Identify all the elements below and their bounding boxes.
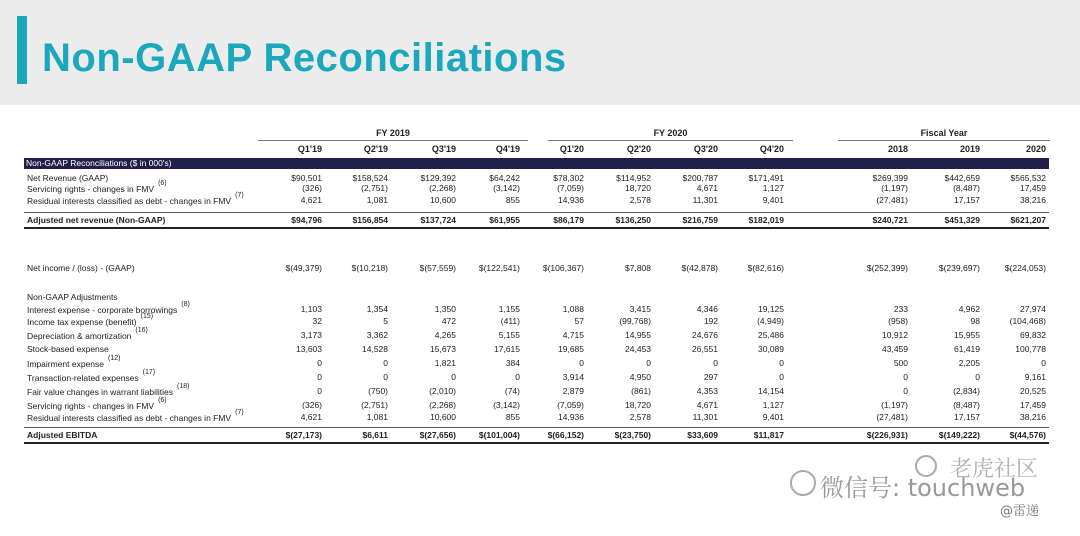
table-cell: 1,081	[366, 412, 388, 422]
row-label-text: Income tax expense (benefit)	[27, 316, 137, 327]
section-header-label: Non-GAAP Reconciliations ($ in 000's)	[26, 158, 172, 168]
table-cell: 5,155	[498, 330, 520, 340]
table-cell: 0	[451, 372, 456, 382]
group-header: FY 2019	[376, 128, 410, 138]
table-cell: 19,685	[558, 344, 584, 354]
table-cell: 4,671	[696, 400, 718, 410]
footnote-ref: (16)	[135, 327, 148, 334]
table-cell: 15,673	[430, 344, 456, 354]
table-cell: 1,127	[762, 183, 784, 193]
watermark-wechat-id: 微信号: touchweb	[820, 474, 1026, 502]
table-cell: $(224,053)	[1004, 263, 1046, 273]
table-cell: 0	[713, 358, 718, 368]
table-cell: 57	[574, 316, 584, 326]
rule-line	[24, 427, 1049, 428]
table-cell: 38,216	[1020, 195, 1046, 205]
table-cell: $171,491	[748, 173, 784, 183]
table-cell: 3,914	[562, 372, 584, 382]
table-cell: 17,459	[1020, 183, 1046, 193]
row-label	[27, 344, 109, 354]
footnote-ref: (12)	[108, 355, 121, 362]
footnote-ref: (6)	[158, 397, 167, 404]
table-cell: $(106,367)	[542, 263, 584, 273]
row-label-text: Adjusted EBITDA	[27, 430, 98, 440]
table-cell: 233	[893, 304, 908, 314]
table-cell: 17,157	[954, 412, 980, 422]
table-cell: $442,659	[944, 173, 980, 183]
table-cell: 0	[1041, 358, 1046, 368]
table-cell: 0	[317, 386, 322, 396]
row-label	[27, 192, 244, 206]
row-label-text: Interest expense - corporate borrowings	[27, 304, 178, 315]
table-cell: 30,089	[758, 344, 784, 354]
row-label	[27, 327, 148, 341]
table-cell: $86,179	[553, 215, 584, 225]
footnote-ref: (7)	[235, 192, 244, 199]
table-cell: $90,501	[291, 173, 322, 183]
table-cell: $33,609	[687, 430, 718, 440]
table-cell: 19,125	[758, 304, 784, 314]
table-cell: 20,525	[1020, 386, 1046, 396]
table-cell: 14,528	[362, 344, 388, 354]
table-cell: 4,621	[300, 195, 322, 205]
table-cell: $158,524	[352, 173, 388, 183]
footnote-ref: (8)	[181, 301, 190, 308]
table-cell: $200,787	[682, 173, 718, 183]
table-cell: $11,817	[753, 430, 784, 440]
table-cell: 38,216	[1020, 412, 1046, 422]
row-label-text: Servicing rights - changes in FMV	[27, 400, 155, 411]
row-label-text: Fair value changes in warrant liabilities	[27, 386, 173, 397]
column-header: Q1'20	[559, 144, 584, 154]
table-cell: 1,088	[562, 304, 584, 314]
table-cell: 24,676	[692, 330, 718, 340]
row-label-text: Transaction-related expenses	[27, 372, 139, 383]
table-cell: 18,720	[625, 400, 651, 410]
table-cell: 0	[383, 358, 388, 368]
table-cell: $(27,173)	[285, 430, 322, 440]
table-cell: 1,821	[434, 358, 456, 368]
row-label	[27, 355, 121, 369]
footnote-ref: (17)	[142, 369, 156, 376]
table-cell: 1,354	[366, 304, 388, 314]
table-cell: 100,778	[1015, 344, 1046, 354]
column-header: Q3'20	[693, 144, 718, 154]
table-cell: (4,949)	[757, 316, 784, 326]
table-cell: $114,952	[616, 173, 651, 183]
row-label	[27, 215, 165, 225]
table-cell: 297	[703, 372, 718, 382]
row-label	[27, 409, 244, 423]
row-label	[27, 263, 135, 273]
table-cell: 10,600	[430, 195, 456, 205]
table-cell: $(252,399)	[866, 263, 908, 273]
table-cell: 3,173	[300, 330, 322, 340]
footnote-ref: (7)	[235, 409, 244, 416]
table-cell: 500	[893, 358, 908, 368]
table-cell: 4,950	[629, 372, 651, 382]
watermark-brand: 老虎社区	[950, 457, 1039, 482]
table-cell: (99,768)	[619, 316, 651, 326]
table-cell: 2,879	[562, 386, 584, 396]
table-cell: 0	[579, 358, 584, 368]
table-cell: 11,301	[692, 195, 718, 205]
row-label-text: Residual interests classified as debt - changes in FMV	[27, 412, 232, 423]
table-cell: (27,481)	[876, 195, 908, 205]
table-cell: $(57,559)	[419, 263, 456, 273]
table-cell: (8,487)	[953, 400, 980, 410]
table-cell: $565,532	[1010, 173, 1046, 183]
row-label-text: Impairment expense	[27, 358, 105, 369]
wechat-icon	[790, 470, 816, 496]
column-header: 2019	[959, 144, 980, 154]
table-cell: 0	[779, 372, 784, 382]
table-cell: 4,962	[958, 304, 980, 314]
table-cell: $(101,004)	[478, 430, 520, 440]
footnote-ref: (18)	[177, 383, 190, 390]
table-cell: (958)	[888, 316, 908, 326]
table-cell: (1,197)	[881, 400, 908, 410]
table-cell: 69,832	[1020, 330, 1046, 340]
watermark-author: @雷递	[1000, 504, 1040, 519]
table-cell: $(226,931)	[866, 430, 908, 440]
column-header: Q2'19	[363, 144, 388, 154]
table-cell: (2,268)	[429, 400, 456, 410]
table-cell: 1,103	[300, 304, 322, 314]
table-cell: 24,453	[625, 344, 651, 354]
table-cell: 472	[441, 316, 456, 326]
table-cell: 0	[779, 358, 784, 368]
table-cell: 43,459	[882, 344, 908, 354]
table-cell: 4,621	[300, 412, 322, 422]
table-cell: 2,205	[958, 358, 980, 368]
title-accent-bar	[17, 16, 27, 84]
table-cell: $(23,750)	[614, 430, 651, 440]
row-label-text: Net Revenue (GAAP)	[27, 173, 109, 183]
table-cell: 3,415	[629, 304, 651, 314]
table-cell: 2,578	[629, 195, 651, 205]
table-cell: 0	[903, 386, 908, 396]
table-cell: (74)	[504, 386, 520, 396]
table-cell: 17,157	[954, 195, 980, 205]
group-underline	[548, 140, 793, 141]
row-label	[27, 313, 154, 327]
table-cell: $61,955	[489, 215, 520, 225]
row-label-text: Residual interests classified as debt - changes in FMV	[27, 195, 232, 206]
table-cell: 1,127	[762, 400, 784, 410]
section-header-bar	[24, 158, 1049, 169]
group-underline	[838, 140, 1050, 141]
table-cell: 27,974	[1020, 304, 1046, 314]
rule-line	[24, 442, 1049, 444]
row-label-text: Adjusted net revenue (Non-GAAP)	[27, 215, 166, 225]
table-cell: 98	[970, 316, 980, 326]
table-cell: 0	[383, 372, 388, 382]
table-cell: $(122,541)	[478, 263, 520, 273]
table-cell: 855	[505, 412, 520, 422]
table-cell: 13,603	[296, 344, 322, 354]
table-cell: 9,401	[762, 412, 784, 422]
table-cell: $621,207	[1010, 215, 1046, 225]
footnote-ref: (6)	[158, 180, 167, 187]
table-cell: (750)	[368, 386, 388, 396]
table-cell: (326)	[302, 183, 322, 193]
table-cell: (326)	[302, 400, 322, 410]
row-label-text: Non-GAAP Adjustments	[27, 292, 118, 302]
table-cell: 3,362	[366, 330, 388, 340]
table-cell: $129,392	[420, 173, 456, 183]
table-cell: 1,155	[498, 304, 520, 314]
row-label	[27, 383, 190, 397]
title-bar	[0, 0, 1080, 105]
rule-line	[24, 212, 1049, 213]
row-label-text: Depreciation & amortization	[27, 330, 132, 341]
column-header: Q3'19	[431, 144, 456, 154]
row-label-text: Servicing rights - changes in FMV	[27, 183, 155, 194]
table-cell: 1,350	[434, 304, 456, 314]
group-header: FY 2020	[653, 128, 688, 138]
table-cell: 4,353	[696, 386, 718, 396]
table-cell: $78,302	[553, 173, 584, 183]
rule-line	[24, 227, 1049, 229]
column-header: 2018	[887, 144, 908, 154]
table-cell: $(49,379)	[285, 263, 322, 273]
row-label-text: Net income / (loss) - (GAAP)	[27, 263, 135, 273]
table-cell: $(27,656)	[419, 430, 456, 440]
table-cell: 0	[646, 358, 651, 368]
group-underline	[258, 140, 528, 141]
table-cell: (2,268)	[429, 183, 456, 193]
table-cell: (861)	[631, 386, 651, 396]
table-cell: $182,019	[748, 215, 784, 225]
column-header: Q1'19	[297, 144, 322, 154]
table-cell: $(82,616)	[747, 263, 784, 273]
table-cell: (104,468)	[1009, 316, 1046, 326]
table-cell: $156,854	[352, 215, 388, 225]
table-cell: $216,759	[682, 215, 718, 225]
table-cell: 0	[317, 372, 322, 382]
table-cell: 15,955	[954, 330, 980, 340]
table-cell: $(44,576)	[1009, 430, 1046, 440]
table-cell: 0	[903, 372, 908, 382]
table-cell: 0	[317, 358, 322, 368]
table-cell: 32	[312, 316, 322, 326]
table-cell: $94,796	[291, 215, 322, 225]
column-header: 2020	[1025, 144, 1046, 154]
table-cell: 61,419	[954, 344, 980, 354]
table-cell: 11,301	[692, 412, 718, 422]
column-header: Q4'20	[759, 144, 784, 154]
table-cell: (2,834)	[953, 386, 980, 396]
table-cell: (1,197)	[881, 183, 908, 193]
table-cell: $(10,218)	[351, 263, 388, 273]
table-cell: $451,329	[944, 215, 980, 225]
table-cell: 855	[505, 195, 520, 205]
table-cell: 14,154	[758, 386, 784, 396]
table-cell: $64,242	[489, 173, 520, 183]
table-cell: 5	[383, 316, 388, 326]
table-cell: (7,059)	[557, 183, 584, 193]
table-cell: (8,487)	[953, 183, 980, 193]
table-cell: 9,161	[1024, 372, 1046, 382]
table-cell: 0	[515, 372, 520, 382]
row-label	[27, 397, 167, 411]
table-cell: $(149,222)	[938, 430, 980, 440]
row-label	[27, 301, 190, 315]
table-cell: 18,720	[625, 183, 651, 193]
table-cell: 17,459	[1020, 400, 1046, 410]
table-cell: (3,142)	[493, 183, 520, 193]
table-cell: (3,142)	[493, 400, 520, 410]
page-title: Non-GAAP Reconciliations	[42, 36, 567, 80]
group-header: Fiscal Year	[920, 128, 968, 138]
table-cell: 4,671	[696, 183, 718, 193]
table-cell: 1,081	[366, 195, 388, 205]
table-cell: 4,715	[562, 330, 584, 340]
table-cell: (2,010)	[429, 386, 456, 396]
table-cell: $269,399	[872, 173, 908, 183]
table-cell: 9,401	[762, 195, 784, 205]
table-cell: 17,615	[494, 344, 520, 354]
row-label-text: Stock-based expense	[27, 344, 109, 354]
column-header: Q4'19	[495, 144, 520, 154]
tiger-logo-icon	[915, 455, 937, 477]
table-cell: $136,250	[615, 215, 651, 225]
table-cell: $137,724	[420, 215, 456, 225]
table-cell: (2,751)	[361, 183, 388, 193]
table-cell: $(42,878)	[681, 263, 718, 273]
table-cell: 25,486	[758, 330, 784, 340]
table-cell: 14,936	[558, 412, 584, 422]
table-cell: $(66,152)	[547, 430, 584, 440]
table-cell: (7,059)	[557, 400, 584, 410]
table-cell: (2,751)	[361, 400, 388, 410]
footnote-ref: (15)	[140, 313, 154, 320]
table-cell: (27,481)	[876, 412, 908, 422]
table-cell: 192	[703, 316, 718, 326]
column-header: Q2'20	[626, 144, 651, 154]
row-label	[27, 180, 167, 194]
table-cell: 384	[505, 358, 520, 368]
table-cell: $240,721	[872, 215, 908, 225]
table-cell: 4,346	[696, 304, 718, 314]
row-label	[27, 292, 118, 302]
table-cell: 14,936	[558, 195, 584, 205]
table-cell: 2,578	[629, 412, 651, 422]
row-label	[27, 430, 97, 440]
table-cell: 10,600	[430, 412, 456, 422]
row-label	[27, 173, 108, 183]
table-cell: 26,551	[692, 344, 718, 354]
table-cell: 14,955	[625, 330, 651, 340]
table-cell: (411)	[500, 316, 520, 326]
table-cell: 10,912	[882, 330, 908, 340]
table-cell: 4,265	[434, 330, 456, 340]
row-label	[27, 369, 156, 383]
table-cell: $7,808	[625, 263, 651, 273]
table-cell: $6,611	[362, 430, 388, 440]
table-cell: 0	[975, 372, 980, 382]
table-cell: $(239,697)	[938, 263, 980, 273]
